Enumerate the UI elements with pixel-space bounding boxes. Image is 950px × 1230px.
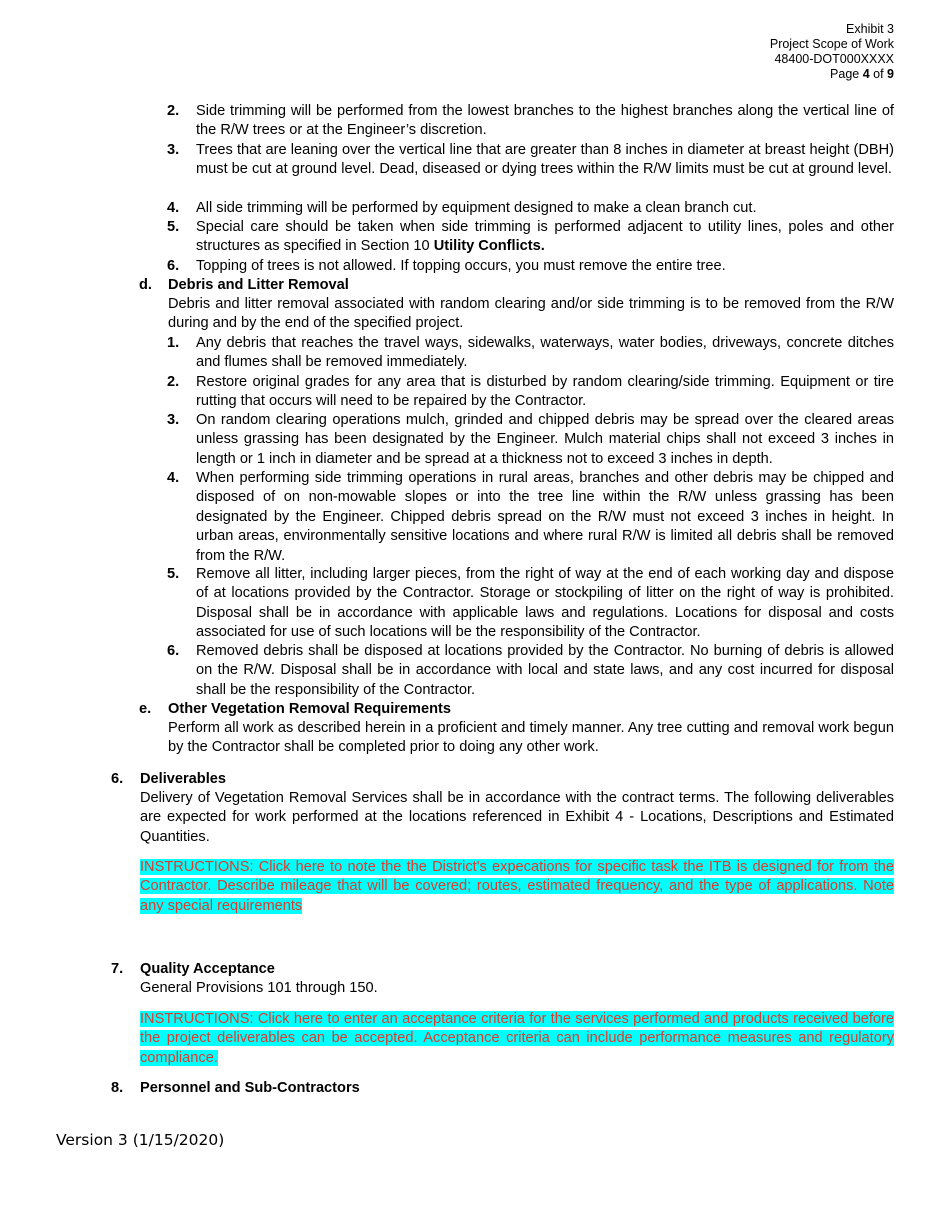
list-item: 5. Remove all litter, including larger pieces, from the right of way at the end of each working day and dispose of at locations provided by the Contractor. Storage or stockpiling of litter on the right of way is prohibited. Disposal shall be in accordance with applicable laws and regulations. Locations for disposal and costs associated for use of such locations will be the responsibility of the Contractor. [167, 566, 894, 641]
section-6-text: Delivery of Vegetation Removal Services shall be in accordance with the contract terms. The following deliverables are expected for work performed at the locations referenced in Exhibit 4 - Locations, Descriptions and Estimated Quantities. [140, 790, 894, 845]
list-item: 4. All side trimming will be performed by equipment designed to make a clean branch cut. [167, 200, 757, 216]
document-number: 48400-DOT000XXXX [774, 52, 894, 66]
exhibit-label: Exhibit 3 [846, 22, 894, 36]
list-item: 4. When performing side trimming operations in rural areas, branches and other debris may be chipped and disposed of on non-mowable slopes or into the tree line within the R/W unless grassing has been designated by the Engineer. Chipped debris spread on the R/W must not exceed 3 inches in height. In urban areas, environmentally sensitive locations and where rural R/W is limited all debris shall be removed from the R/W. [167, 470, 894, 564]
section-d-heading: d. Debris and Litter Removal [139, 277, 349, 293]
instructions-text[interactable]: INSTRUCTIONS: Click here to note the the District's expecations for specific task the ITB is designed for from the Contractor. Describe mileage that will be covered; routes, estimated frequency, and the type of applications. Note any special requirements [140, 859, 894, 914]
section-8-heading: 8. Personnel and Sub-Contractors [111, 1080, 360, 1096]
page-header [770, 22, 894, 82]
deliverables-instructions[interactable] [140, 858, 894, 916]
section-6-heading: 6. Deliverables [111, 771, 226, 787]
page-number: Page 4 of 9 [830, 67, 894, 81]
section-d-intro: Debris and litter removal associated with random clearing and/or side trimming is to be removed from the R/W during and by the end of the specified project. [168, 296, 894, 332]
list-item: 3. Trees that are leaning over the vertical line that are greater than 8 inches in diameter at breast height (DBH) must be cut at ground level. Dead, diseased or dying trees within the R/W limits must be cut at ground level. [167, 142, 894, 178]
list-item: 5. Special care should be taken when side trimming is performed adjacent to utility lines, poles and other structures as specified in Section 10 Utility Conflicts. [167, 219, 894, 255]
list-item: 6. Removed debris shall be disposed at locations provided by the Contractor. No burning of debris is allowed on the R/W. Disposal shall be in accordance with local and state laws, and any cost incurred for disposal shall be the responsibility of the Contractor. [167, 643, 894, 698]
list-item: 2. Side trimming will be performed from the lowest branches to the highest branches along the vertical line of the R/W trees or at the Engineer’s discretion. [167, 103, 894, 139]
section-7-heading: 7. Quality Acceptance [111, 961, 275, 977]
list-item: 2. Restore original grades for any area that is disturbed by random clearing/side trimming. Equipment or tire rutting that occurs will need to be repaired by the Contractor. [167, 374, 894, 410]
acceptance-instructions[interactable] [140, 1010, 894, 1068]
list-item: 6. Topping of trees is not allowed. If topping occurs, you must remove the entire tree. [167, 258, 726, 274]
section-e-heading: e. Other Vegetation Removal Requirements [139, 701, 452, 717]
instructions-text[interactable]: INSTRUCTIONS: Click here to enter an acceptance criteria for the services performed and products received before the project deliverables can be accepted. Acceptance criteria can include performance measures and regulatory compliance. [140, 1011, 894, 1066]
list-item: 3. On random clearing operations mulch, grinded and chipped debris may be spread over the cleared areas unless grassing has been designated by the Engineer. Mulch material chips shall not exceed 3 inches in length or 1 inch in diameter and be spread at a thickness not to exceed 3 inches in depth. [167, 412, 894, 467]
version-footer: Version 3 (1/15/2020) [56, 1131, 225, 1149]
list-item: 1. Any debris that reaches the travel ways, sidewalks, waterways, water bodies, driveways, concrete ditches and flumes shall be removed immediately. [167, 335, 894, 371]
document-title: Project Scope of Work [769, 37, 894, 51]
section-7-text: General Provisions 101 through 150. [140, 980, 378, 996]
section-e-text: Perform all work as described herein in a proficient and timely manner. Any tree cutting and removal work begun by the Contractor shall be completed prior to doing any other work. [168, 720, 894, 756]
